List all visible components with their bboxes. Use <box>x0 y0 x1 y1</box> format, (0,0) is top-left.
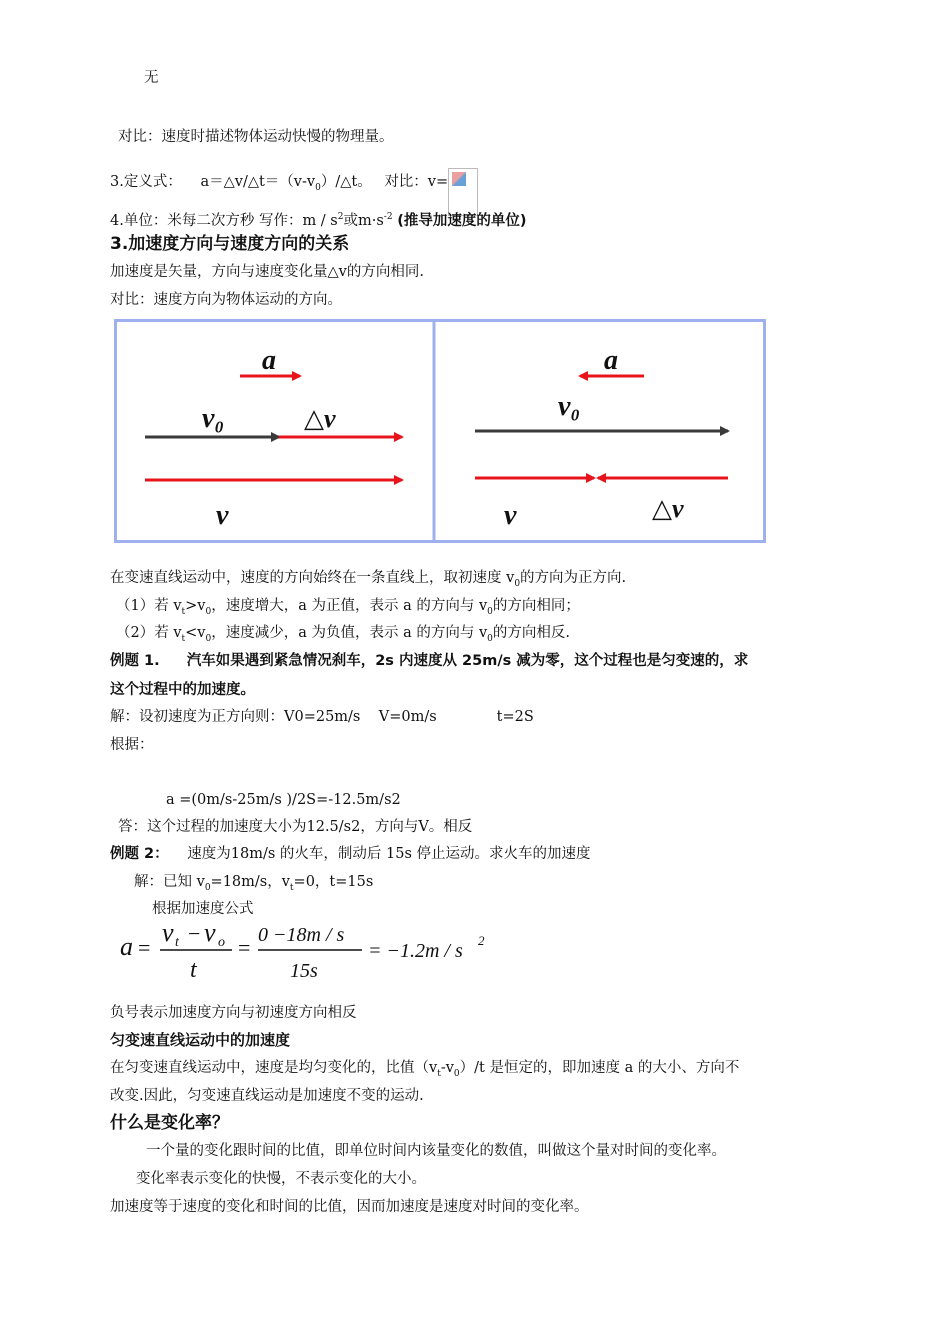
sub-zero: 0 <box>204 882 211 893</box>
known-a: 解：已知 v <box>134 874 205 890</box>
def-compare: 对比：v= <box>384 174 449 190</box>
unit-sup: 2 <box>337 212 344 222</box>
sub-zero: 0 <box>487 633 493 644</box>
uniform-a: 在匀变速直线运动中，速度是均匀变化的，比值（v <box>110 1060 438 1076</box>
vector-diagram <box>114 319 766 543</box>
case2-b: <v <box>185 625 206 641</box>
example-2-line <box>110 844 591 864</box>
compare-speed-text: 对比：速度时描述物体运动快慢的物理量。 <box>118 129 394 145</box>
sub-zero: 0 <box>514 578 521 589</box>
unit-bold-note: (推导加速度的单位) <box>397 212 527 229</box>
left-dv-label: △v <box>304 404 336 433</box>
case1-c: ，速度增大，a 为正值，表示 a 的方向与 v <box>211 598 488 614</box>
case-1-line <box>116 596 580 622</box>
example-2-known <box>134 872 373 898</box>
example-1-solution: 解：设初速度为正方向则：V0=25m/s V=0m/s t=2S <box>110 709 534 725</box>
formula-result-sup: 2 <box>478 933 485 948</box>
example-1-basis: 根据： <box>110 737 154 753</box>
sub-zero: 0 <box>453 1068 460 1079</box>
example-1-text-2: 这个过程中的加速度。 <box>110 682 255 698</box>
formula-a: a <box>120 932 133 961</box>
uniform-heading: 匀变速直线运动中的加速度 <box>110 1031 291 1049</box>
sub-zero: 0 <box>487 606 493 617</box>
negative-sign-note: 负号表示加速度方向与初速度方向相反 <box>110 1005 357 1021</box>
sub-t: t <box>181 633 186 644</box>
formula-vt: v <box>162 918 174 947</box>
sub-zero: 0 <box>315 182 321 193</box>
explanation-line <box>110 568 626 594</box>
section-heading: 3.加速度方向与速度方向的关系 <box>110 234 350 254</box>
example-1-answer: 答：这个过程的加速度大小为12.5/s2，方向与V。相反 <box>118 819 473 835</box>
right-v0-label: v₀ <box>558 391 581 422</box>
formula-result: = −1.2m / s <box>368 940 463 962</box>
left-v-label: v <box>216 500 229 531</box>
case2-d: 的方向相反. <box>492 625 570 641</box>
sub-t: t <box>289 882 294 893</box>
unit-or: 或m·s <box>343 212 384 229</box>
formula-eq-2: = <box>238 935 251 960</box>
example-1-text: 汽车如果遇到紧急情况刹车，2s 内速度从 25m/s 减为零，这个过程也是匀变速的，求 <box>186 653 749 669</box>
unit-line <box>110 207 526 231</box>
formula-vt-sub: t <box>175 935 179 950</box>
def-prefix: 3.定义式： <box>110 174 182 190</box>
uniform-b: -v <box>440 1060 454 1076</box>
example-1-title-line <box>110 651 748 671</box>
def-formula-end: ）/△t。 <box>320 174 372 190</box>
formula-t: t <box>190 957 197 983</box>
uniform-c: ）/t 是恒定的，即加速度 a 的大小、方向不 <box>459 1060 740 1076</box>
example-1-calc: a =(0m/s-25m/s )/2S=-12.5m/s2 <box>166 792 401 808</box>
formula-vo: v <box>204 918 216 947</box>
formula-vo-sub: o <box>218 935 225 950</box>
formula-minus: − <box>188 921 201 946</box>
acceleration-formula <box>118 917 498 985</box>
example-2-basis: 根据加速度公式 <box>152 901 254 917</box>
expl-text-b: 的方向为正方向. <box>520 570 627 586</box>
known-b: =18m/s，v <box>210 874 290 890</box>
left-v0-label: v₀ <box>202 403 225 434</box>
formula-den: 15s <box>290 960 318 982</box>
unit-sup-neg: -2 <box>383 212 393 222</box>
left-a-label: a <box>262 345 276 376</box>
case2-a: （2）若 v <box>116 625 182 641</box>
sub-t: t <box>437 1068 441 1079</box>
formula-eq-1: = <box>138 935 151 960</box>
case-2-line <box>116 623 570 649</box>
example-2-text: 速度为18m/s 的火车，制动后 15s 停止运动。求火车的加速度 <box>187 846 591 862</box>
rate-line-1: 一个量的变化跟时间的比值，即单位时间内该量变化的数值，叫做这个量对时间的变化率。 <box>146 1143 726 1159</box>
rate-line-3: 加速度等于速度的变化和时间的比值，因而加速度是速度对时间的变化率。 <box>110 1199 589 1215</box>
none-label: 无 <box>144 70 159 86</box>
example-2-title: 例题 2： <box>110 846 169 862</box>
formula-num: 0 −18m / s <box>258 924 345 946</box>
compare-direction: 对比：速度方向为物体运动的方向。 <box>110 292 342 308</box>
uniform-line-1 <box>110 1058 739 1084</box>
unit-prefix: 4.单位：米每二次方秒 写作：m / s <box>110 212 338 229</box>
known-c: =0，t=15s <box>293 874 374 890</box>
expl-text-a: 在变速直线运动中，速度的方向始终在一条直线上，取初速度 v <box>110 570 515 586</box>
case1-d: 的方向相同； <box>492 598 580 614</box>
case1-b: >v <box>185 598 206 614</box>
rate-heading: 什么是变化率？ <box>110 1113 229 1133</box>
right-dv-label: △v <box>652 494 684 523</box>
sub-zero: 0 <box>205 606 212 617</box>
sub-t: t <box>181 606 186 617</box>
example-1-title: 例题 1. <box>110 653 160 669</box>
sub-zero: 0 <box>205 633 212 644</box>
def-formula: a＝△v/△t＝（v-v <box>200 174 316 190</box>
right-v-label: v <box>504 500 517 531</box>
case1-a: （1）若 v <box>116 598 182 614</box>
right-a-label: a <box>604 345 618 376</box>
case2-c: ，速度减少，a 为负值，表示 a 的方向与 v <box>211 625 488 641</box>
uniform-line-2: 改变.因此，匀变速直线运动是加速度不变的运动. <box>110 1088 424 1104</box>
vector-statement: 加速度是矢量，方向与速度变化量△v的方向相同. <box>110 264 424 280</box>
rate-line-2: 变化率表示变化的快慢，不表示变化的大小。 <box>136 1171 426 1187</box>
